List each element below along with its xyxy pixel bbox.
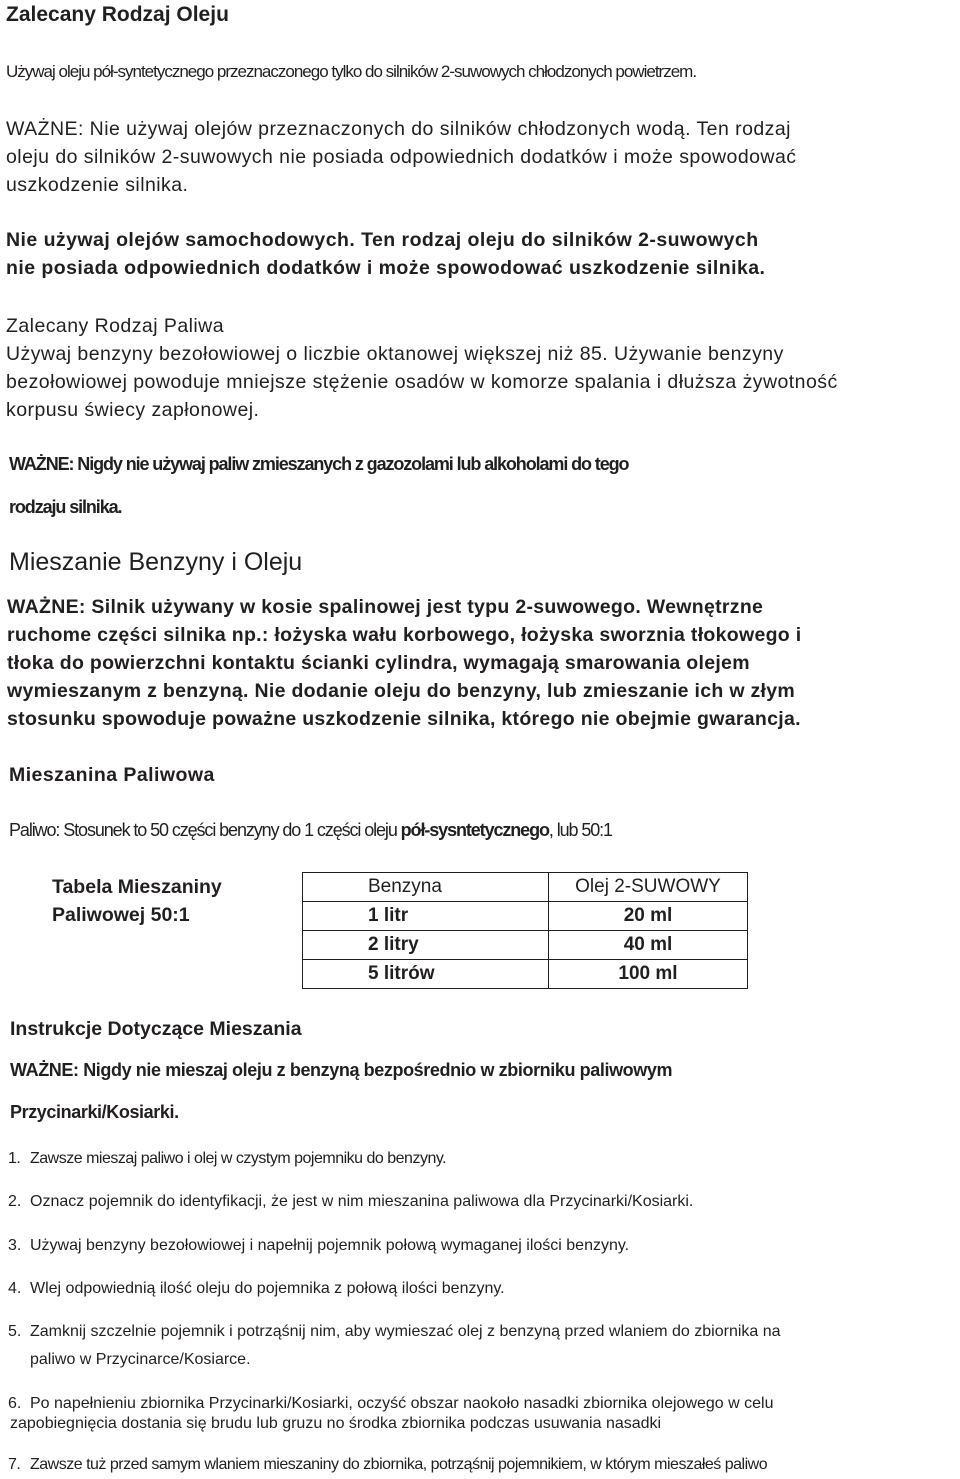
instructions-heading: Instrukcje Dotyczące Mieszania xyxy=(10,1018,302,1040)
item-number: 2. xyxy=(8,1193,22,1210)
text-line: uszkodzenie silnika. xyxy=(6,174,189,196)
table-row xyxy=(303,960,748,989)
item-number: 7. xyxy=(8,1456,21,1473)
list-item-continuation: zapobiegnięcia dostania się brudu lub gruzu no środka zbiornika podczas usuwania nasadki xyxy=(10,1415,662,1432)
cell-oil: 100 ml xyxy=(618,963,678,984)
oil-warning-automotive xyxy=(6,226,765,282)
item-number: 5. xyxy=(8,1323,22,1340)
fuel-heading: Zalecany Rodzaj Paliwa xyxy=(6,315,225,337)
text-line: bezołowiowej powoduje mniejsze stężenie osadów w komorze spalania i dłuższa żywotność xyxy=(6,371,838,393)
text-line: stosunku spowoduje poważne uszkodzenie silnika, którego nie obejmie gwarancja. xyxy=(7,708,801,730)
item-text: Zamknij szczelnie pojemnik i potrząśnij nim, aby wymieszać olej z benzyną przed wlaniem do zbiornika na xyxy=(30,1323,781,1340)
instructions-warning-line1: WAŻNE: Nigdy nie mieszaj oleju z benzyną bezpośrednio w zbiorniku paliwowym xyxy=(10,1060,673,1080)
item-number: 4. xyxy=(8,1280,22,1297)
cell-gasoline: 2 litry xyxy=(303,931,549,960)
fuel-warning-line2: rodzaju silnika. xyxy=(9,497,122,517)
header-oil: Olej 2-SUWOWY xyxy=(549,873,748,902)
table-caption xyxy=(52,873,222,929)
table-row xyxy=(303,931,748,960)
list-item-continuation: paliwo w Przycinarce/Kosiarce. xyxy=(30,1351,251,1368)
ratio-suffix: , lub 50:1 xyxy=(548,820,612,840)
oil-warning-water-cooled xyxy=(6,115,796,199)
list-item xyxy=(8,1318,781,1346)
caption-line: Tabela Mieszaniny xyxy=(52,876,222,898)
ratio-oil-type: pół-sysntetycznego xyxy=(400,820,549,840)
item-text: Wlej odpowiednią ilość oleju do pojemnika z połową ilości benzyny. xyxy=(30,1280,505,1297)
oil-usage-text: Używaj oleju pół-syntetycznego przeznaczonego tylko do silników 2-suwowych chłodzonych powietrzem. xyxy=(6,62,697,81)
item-text: Zawsze mieszaj paliwo i olej w czystym pojemniku do benzyny. xyxy=(30,1150,447,1167)
text-line: Nie używaj olejów samochodowych. Ten rodzaj oleju do silników 2-suwowych xyxy=(6,229,759,251)
item-number: 3. xyxy=(8,1237,22,1254)
fuel-body xyxy=(6,340,838,424)
fuel-mix-table xyxy=(302,872,748,989)
list-item xyxy=(8,1145,446,1173)
caption-line: Paliwowej 50:1 xyxy=(52,904,190,926)
item-text: Oznacz pojemnik do identyfikacji, że jest w nim mieszanina paliwowa dla Przycinarki/Kosiarki. xyxy=(30,1193,694,1210)
mixing-warning xyxy=(7,593,801,733)
item-number: 6. xyxy=(8,1395,22,1412)
text-line: ruchome części silnika np.: łożyska wału korbowego, łożyska sworznia tłokowego i xyxy=(7,624,802,646)
item-text: Zawsze tuż przed samym wlaniem mieszaniny do zbiornika, potrząśnij pojemnikiem, w którym mieszałeś paliwo xyxy=(30,1456,768,1473)
oil-heading: Zalecany Rodzaj Oleju xyxy=(6,3,229,26)
list-item xyxy=(8,1188,693,1216)
list-item xyxy=(8,1275,505,1303)
item-text: Po napełnieniu zbiornika Przycinarki/Kosiarki, oczyść obszar naokoło nasadki zbiornika olejowego w celu xyxy=(30,1395,774,1412)
text-line: nie posiada odpowiednich dodatków i może spowodować uszkodzenie silnika. xyxy=(6,257,766,279)
mixture-ratio xyxy=(9,820,612,841)
cell-oil: 40 ml xyxy=(549,931,748,960)
ratio-prefix: Paliwo: Stosunek to 50 części benzyny do 1 części oleju xyxy=(9,820,401,840)
table-header-row xyxy=(303,873,748,902)
cell-gasoline: 5 litrów xyxy=(303,960,549,989)
list-item xyxy=(8,1451,767,1479)
text-line: Używaj benzyny bezołowiowej o liczbie oktanowej większej niż 85. Używanie benzyny xyxy=(6,343,784,365)
text-line: WAŻNE: Silnik używany w kosie spalinowej jest typu 2-suwowego. Wewnętrzne xyxy=(7,596,764,618)
text-line: oleju do silników 2-suwowych nie posiada odpowiednich dodatków i może spowodować xyxy=(6,146,797,168)
text-line: WAŻNE: Nie używaj olejów przeznaczonych do silników chłodzonych wodą. Ten rodzaj xyxy=(6,118,791,140)
text-line: tłoka do powierzchni kontaktu ścianki cylindra, wymagają smarowania olejem xyxy=(7,652,750,674)
mixing-heading: Mieszanie Benzyny i Oleju xyxy=(9,548,303,576)
cell-gasoline: 1 litr xyxy=(303,902,549,931)
header-gasoline: Benzyna xyxy=(303,873,549,902)
list-item xyxy=(8,1232,629,1260)
text-line: wymieszanym z benzyną. Nie dodanie oleju do benzyny, lub zmieszanie ich w złym xyxy=(7,680,796,702)
item-text: Używaj benzyny bezołowiowej i napełnij pojemnik połową wymaganej ilości benzyny. xyxy=(30,1237,630,1254)
table-row xyxy=(303,902,748,931)
instructions-warning-line2: Przycinarki/Kosiarki. xyxy=(10,1102,179,1122)
item-number: 1. xyxy=(8,1150,21,1167)
text-line: korpusu świecy zapłonowej. xyxy=(6,399,260,421)
mixture-heading: Mieszanina Paliwowa xyxy=(9,764,215,786)
fuel-warning-line1: WAŻNE: Nigdy nie używaj paliw zmieszanych z gazozolami lub alkoholami do tego xyxy=(9,454,629,474)
cell-oil: 20 ml xyxy=(549,902,748,931)
